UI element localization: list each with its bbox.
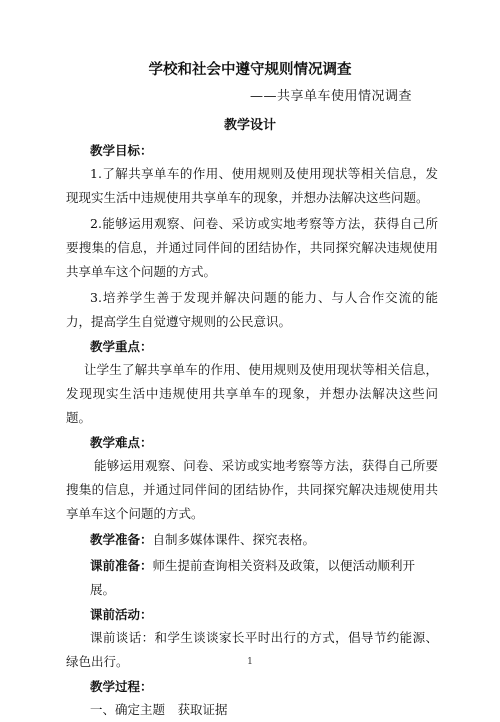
section-title: 教学设计: [223, 118, 276, 133]
preclass-label: 课前准备：: [90, 558, 153, 573]
difficulty-text: 能够运用观察、问卷、采访或实地考察等方法，获得自己所要搜集的信息，并通过同伴间的团结协作，共同探究解决违规使用共享单车这个问题的方式。: [66, 458, 438, 521]
activity-text: 课前谈话：和学生谈谈家长平时出行的方式，倡导节约能源、绿色出行。: [66, 630, 438, 669]
preclass-row: [66, 554, 438, 602]
goal-1-text: 1.了解共享单车的作用、使用规则及使用现状等相关信息，发现现实生活中违规使用共享单车的现象，并想办法解决这些问题。: [66, 166, 438, 205]
prep-label: 教学准备：: [90, 532, 153, 547]
focus-text: 让学生了解共享单车的作用、使用规则及使用现状等相关信息，发现现实生活中违规使用共享单车的现象，并想办法解决这些问题。: [66, 362, 438, 425]
process-heading: 教学过程：: [90, 679, 153, 694]
step-1-heading: 一、确定主题 获取证据: [90, 702, 228, 717]
difficulty-heading: 教学难点：: [90, 435, 153, 450]
goal-3-text: 3.培养学生善于发现并解决问题的能力、与人合作交流的能力，提高学生自觉遵守规则的公民意识。: [66, 290, 438, 329]
focus-heading: 教学重点：: [90, 339, 153, 354]
page-number: 1: [247, 657, 253, 667]
prep-row: [66, 528, 438, 552]
prep-text: 自制多媒体课件、探究表格。: [152, 532, 316, 547]
goals-heading: 教学目标：: [90, 143, 153, 158]
preclass-text: 师生提前查询相关资料及政策，以便活动顺利开展。: [90, 558, 416, 597]
document-body: [66, 140, 438, 722]
goal-2-text: 2.能够运用观察、问卷、采访或实地考察等方法，获得自己所要搜集的信息，并通过同伴间的团结协作，共同探究解决违规使用共享单车这个问题的方式。: [66, 216, 438, 279]
document-title: 学校和社会中遵守规则情况调查: [148, 62, 352, 78]
document-subtitle: ——共享单车使用情况调查: [250, 89, 413, 104]
activity-heading: 课前活动：: [90, 607, 153, 622]
